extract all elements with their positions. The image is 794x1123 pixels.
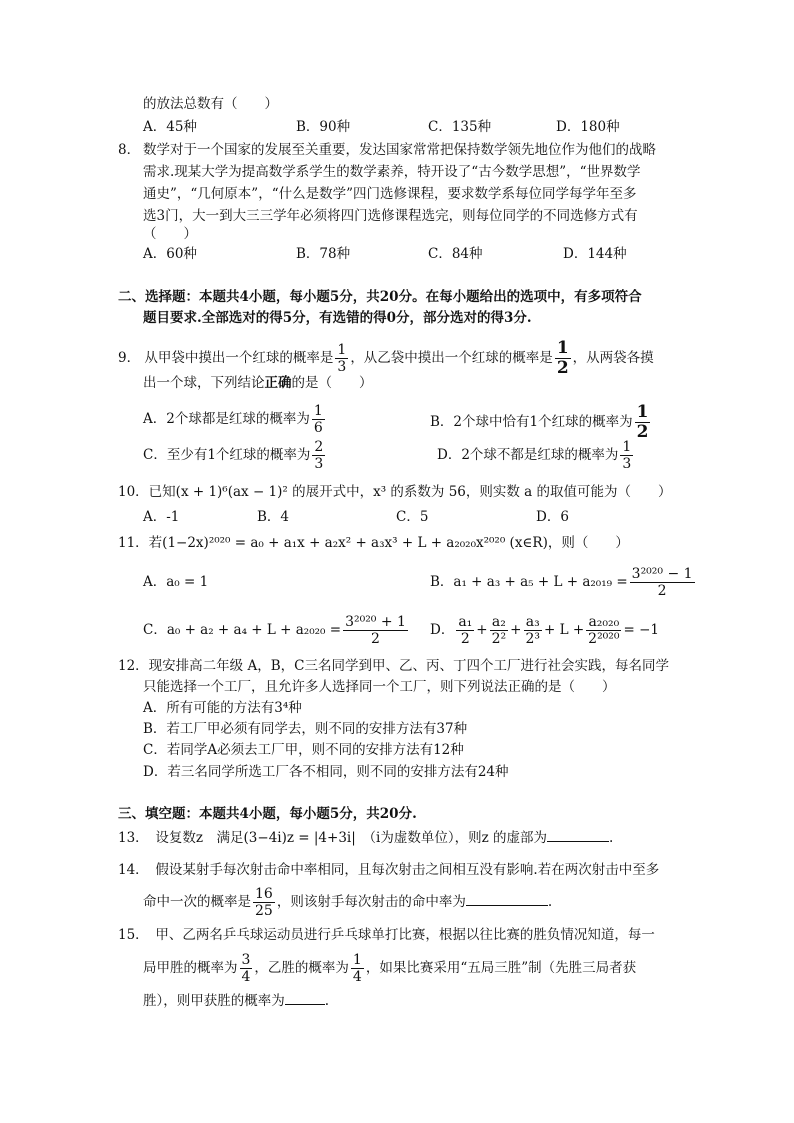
q12-line-2: 只能选择一个工厂，且允许多人选择同一个工厂，则下列说法正确的是（ ） [143,679,616,695]
q8-option-b: B．78种 [296,246,351,262]
q11-option-d-text: D． [430,622,455,638]
frac-num: a₂ [491,614,506,630]
q13-line [118,827,613,848]
q7-tail: 的放法总数有（ ） [143,96,278,112]
q8-option-a: A．60种 [143,246,197,262]
q9-text-c: ，从两袋各摸 [572,350,654,366]
q12-line-1: 12．现安排高二年级 A，B，C三名同学到甲、乙、丙、丁四个工厂进行社会实践，每名同学 [118,658,669,674]
q14-frac [253,887,275,918]
frac-den: 2³ [525,631,540,647]
q9-option-c-text: C．至少有1个红球的概率为 [143,447,311,463]
q9-option-a-text: A．2个球都是红球的概率为 [143,411,310,427]
q11-option-b-text: B．a₁ + a₃ + a₅ + L + a₂₀₁₉ = [430,574,628,590]
q8-number: 8． [118,142,141,158]
q14-text-b: ，则该射手每次射击的命中率为 [276,894,466,910]
q11-option-c-frac [343,615,408,646]
q15-text-a: 局甲胜的概率为 [143,960,238,976]
q9-option-d-frac [620,440,633,471]
frac-den: 2 [556,358,569,378]
q8-line-4: 选3门，大一到大三三学年必须将四门选修课程选完，则每位同学的不同选修方式有 [143,208,638,224]
frac-num: 16 [255,886,273,902]
frac-num: 2 [314,439,324,455]
q14-answer-blank[interactable] [466,891,548,906]
frac-den: 4 [241,969,251,985]
q11-option-b-frac [630,567,695,598]
q8-line-5: （ ） [143,226,197,242]
q7-option-b: B．90种 [296,119,351,135]
q14-line-2 [143,886,552,918]
q10-option-a: A．-1 [143,509,180,525]
frac-den: 25 [255,903,273,919]
q9-frac-1-2 [555,340,571,377]
q9-option-d [437,440,635,471]
q12-option-c: C．若同学A必须去工厂甲，则不同的安排方法有12种 [143,742,464,758]
q8-line-1: 数学对于一个国家的发展至关重要，发达国家常常把保持数学领先地位作为他们的战略 [143,142,656,158]
q14-text-a: 命中一次的概率是 [143,894,251,910]
q15-line-3 [143,990,329,1011]
q10-stem: 10．已知(x + 1)⁶(ax − 1)² 的展开式中，x³ 的系数为 56，则实数 a 的取值可能为（ ） [118,484,672,500]
q10-option-b: B．4 [257,509,290,525]
q9-option-c-frac [312,440,325,471]
q15-text-b: ，乙胜的概率为 [254,960,349,976]
frac-den: 2 [460,631,470,647]
q15-frac-3-4 [240,953,253,984]
q7-option-d: D．180种 [556,119,620,135]
q11-option-d-mid: + L + [543,622,585,638]
q9-option-b-frac [635,404,651,441]
q12-option-b: B．若工厂甲必须有同学去，则不同的安排方法有37种 [143,721,468,737]
q9-line-1 [118,340,654,377]
q13-text: 13． 设复数z 满足(3−4i)z = |4+3i| （i为虚数单位），则z 的虚部为 [118,830,548,846]
q8-option-d: D．144种 [563,246,627,262]
frac-num: 1 [636,402,649,422]
frac-num: 3²⁰²⁰ + 1 [345,614,406,630]
frac-den: 2²⁰²⁰ [588,631,620,647]
frac-num: 3²⁰²⁰ − 1 [631,566,693,582]
q15-answer-blank[interactable] [285,990,325,1005]
frac-den: 4 [352,969,362,985]
frac-num: a₂₀₂₀ [588,614,620,630]
frac-den: 3 [622,456,632,472]
section-2-heading-1: 二、选择题：本题共4小题，每小题5分，共20分。在每小题给出的选项中，有多项符合 [118,289,642,305]
q9-option-c [143,440,327,471]
section-2-heading-2: 题目要求.全部选对的得5分，有选错的得0分，部分选对的得3分. [143,310,532,326]
q13-answer-blank[interactable] [547,827,609,842]
frac-num: 1 [622,439,632,455]
frac-den: 3 [337,359,347,375]
q11-option-d-term-1 [456,615,474,646]
q11-option-c-text: C．a₀ + a₂ + a₄ + L + a₂₀₂₀ = [143,622,342,638]
frac-num: 1 [352,952,362,968]
frac-num: 1 [337,342,347,358]
q10-option-c: C．5 [396,509,429,525]
q11-option-d-last [586,615,621,646]
q11-option-d-end: = −1 [623,622,660,638]
q11-option-c [143,614,410,646]
frac-den: 3 [314,456,324,472]
q7-option-a: A．45种 [143,119,197,135]
frac-num: a₁ [458,614,473,630]
q8-line-2: 需求.现某大学为提高数学系学生的数学素养，特开设了“古今数学思想”，“世界数学 [143,164,641,180]
q9-number: 9． [118,350,141,366]
q11-option-b [430,566,697,598]
frac-den: 2 [371,631,380,647]
q15-text-d: 胜），则甲获胜的概率为 [143,993,285,1009]
q15-text-c: ，如果比赛采用“五局三胜”制（先胜三局者获 [365,960,637,976]
q12-option-a: A．所有可能的方法有3⁴种 [143,700,302,716]
q10-option-d: D．6 [536,509,569,525]
frac-den: 6 [313,420,323,436]
q9-frac-1-3 [335,343,348,374]
q9-text-b: ，从乙袋中摸出一个红球的概率是 [350,350,553,366]
q9-line-2 [143,373,373,393]
q13-end: . [609,830,614,846]
q9-text-e: 的是（ ） [291,375,373,391]
q9-option-a-frac [312,404,325,435]
q11-option-d: D． $\frac{\text{a₁}}{2}$ + $\frac{\text{a₂}}{\text{2²}}$ + $\frac{\text{a₃}}{\text{2³}}$ + L + $\frac{\text{a₂₀₂₀}}{\text{2²⁰²⁰}}$ = −1 [430,614,660,647]
q9-option-b [430,404,652,441]
frac-den: 2 [636,422,649,442]
q15-end: . [324,993,330,1009]
q7-option-c: C．135种 [428,119,492,135]
frac-num: 3 [241,952,251,968]
frac-num: a₃ [525,614,540,630]
q15-line-1: 15． 甲、乙两名乒乓球运动员进行乒乓球单打比赛，根据以往比赛的胜负情况知道，每一 [118,927,655,943]
frac-num: 1 [313,403,323,419]
q8-line-3: 通史”，“几何原本”，“什么是数学”四门选修课程，要求数学系每位同学每学年至多 [143,186,637,202]
q9-option-b-text: B．2个球中恰有1个红球的概率为 [430,414,633,430]
section-3-heading: 三、填空题：本题共4小题，每小题5分，共20分. [118,806,417,822]
q9-option-a [143,404,327,435]
q11-stem: 11．若(1−2x)²⁰²⁰ = a₀ + a₁x + a₂x² + a₃x³ + L + a₂₀₂₀x²⁰²⁰ (x∈R)，则（ ） [118,535,629,551]
frac-den: 2 [657,583,667,599]
q11-option-a: A．a₀ = 1 [143,574,209,590]
q9-option-d-text: D．2个球不都是红球的概率为 [437,447,619,463]
q8-option-c: C．84种 [428,246,483,262]
frac-den: 2² [491,631,507,647]
q9-text-a: 从甲袋中摸出一个红球的概率是 [144,350,334,366]
q11-option-d-term-2 [490,615,509,646]
q9-emphasis: 正确 [264,375,292,391]
q12-option-d: D．若三名同学所选工厂各不相同，则不同的安排方法有24种 [143,764,509,780]
frac-num: 1 [556,338,569,358]
q11-option-d-term-3 [523,615,542,646]
q15-line-2 [143,952,636,984]
q14-line-1: 14． 假设某射手每次射击命中率相同，且每次射击之间相互没有影响.若在两次射击中至多 [118,862,660,878]
q14-end: . [547,894,553,910]
q9-text-d: 出一个球，下列结论 [143,375,265,391]
q15-frac-1-4 [351,953,364,984]
